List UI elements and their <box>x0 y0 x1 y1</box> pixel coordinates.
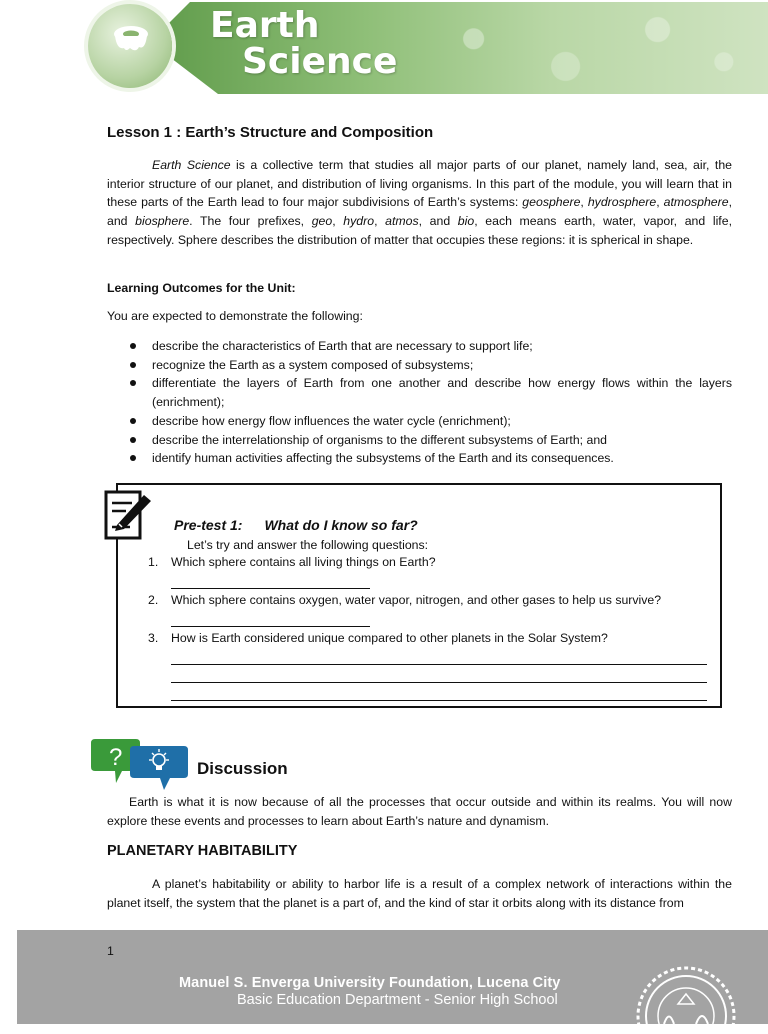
italic-term: atmos <box>385 214 419 229</box>
learning-outcomes-intro: You are expected to demonstrate the following: <box>107 309 363 323</box>
list-item: describe how energy flow influences the water cycle (enrichment); <box>107 412 732 431</box>
italic-term: geo <box>311 214 333 229</box>
intro-text: , and <box>418 214 458 229</box>
question-text: How is Earth considered unique compared to other planets in the Solar System? <box>171 631 608 645</box>
answer-line-1[interactable] <box>171 588 370 589</box>
answer-line-3b[interactable] <box>171 682 707 683</box>
banner-pattern <box>400 2 768 94</box>
list-item: differentiate the layers of Earth from one another and describe how energy flows within the layers (enrichment); <box>107 374 732 411</box>
question-1 <box>148 555 436 569</box>
habitability-paragraph: A planet’s habitability or ability to harbor life is a result of a complex network of interactions within the planet itself, the system that the planet is a part of, and the kind of star it orbits along with its distance from <box>107 877 732 910</box>
list-item: describe the interrelationship of organisms to the different subsystems of Earth; and <box>107 431 732 450</box>
lesson-heading: Lesson 1 : Earth’s Structure and Composition <box>107 124 434 141</box>
answer-line-3a[interactable] <box>171 664 707 665</box>
habitability-heading: PLANETARY HABITABILITY <box>107 843 298 859</box>
intro-text: , each means earth, water, vapor, and life, respectively. Sphere describes the distribution of matter that occupies these regions: it is spherical in shape. <box>107 214 732 247</box>
discussion-title: Discussion <box>197 759 288 778</box>
italic-term: hydrosphere <box>587 195 657 210</box>
question-mark-glyph: ? <box>109 744 123 771</box>
banner-title-line1: Earth <box>210 5 320 46</box>
worksheet-pen-icon <box>104 489 154 541</box>
banner-title <box>210 5 398 82</box>
discussion-icon <box>88 737 192 793</box>
list-item: identify human activities affecting the subsystems of the Earth and its consequences. <box>107 449 732 468</box>
pretest-title <box>174 517 418 533</box>
footer-institution: Manuel S. Enverga University Foundation, Lucena City <box>179 975 561 991</box>
intro-text: , and <box>107 195 732 229</box>
footer-department: Basic Education Department - Senior High School <box>237 992 558 1008</box>
italic-term: geosphere <box>522 195 581 210</box>
intro-text: , <box>656 195 664 210</box>
question-text: Which sphere contains all living things on Earth? <box>171 555 436 569</box>
italic-term: atmosphere <box>663 195 729 210</box>
pretest-heading: What do I know so far? <box>264 517 418 533</box>
question-number: 3. <box>148 631 159 645</box>
pretest-subtitle: Let’s try and answer the following questions: <box>187 538 429 552</box>
discussion-paragraph: Earth is what it is now because of all the processes that occur outside and within its realms. You will now explore these events and processes to learn about Earth’s nature and dynamism. <box>107 795 732 828</box>
question-3 <box>148 631 608 645</box>
list-item: recognize the Earth as a system composed of subsystems; <box>107 356 732 375</box>
learning-outcomes-list <box>107 337 732 468</box>
question-number: 2. <box>148 593 159 607</box>
page-number: 1 <box>107 944 114 958</box>
banner-title-line2: Science <box>242 41 398 82</box>
intro-text: . The four prefixes, <box>189 214 312 229</box>
intro-text: , <box>374 214 386 229</box>
question-number: 1. <box>148 555 159 569</box>
italic-term: biosphere <box>135 214 190 229</box>
answer-line-3c[interactable] <box>171 700 707 701</box>
italic-term: bio <box>457 214 475 229</box>
lesson-intro-paragraph <box>107 156 732 250</box>
question-2 <box>148 593 661 607</box>
header-banner <box>0 0 768 96</box>
intro-text: , <box>332 214 344 229</box>
pretest-label: Pre-test 1: <box>174 517 243 533</box>
italic-term: Earth Science <box>152 158 231 172</box>
intro-text: , <box>580 195 588 210</box>
learning-outcomes-title: Learning Outcomes for the Unit: <box>107 281 296 295</box>
question-text: Which sphere contains oxygen, water vapor, nitrogen, and other gases to help us survive? <box>171 593 662 607</box>
list-item: describe the characteristics of Earth that are necessary to support life; <box>107 337 732 356</box>
italic-term: hydro <box>343 214 375 229</box>
answer-line-2[interactable] <box>171 626 370 627</box>
intro-text: is a collective term that studies all major parts of our planet, namely land, sea, air, the interior structure of our planet, and distribution of living organisms. In this part of the module, you will learn that in these parts of the Earth lead to four major subdivisions of Earth’s systems: <box>107 158 732 210</box>
earth-globe-icon <box>112 24 150 54</box>
